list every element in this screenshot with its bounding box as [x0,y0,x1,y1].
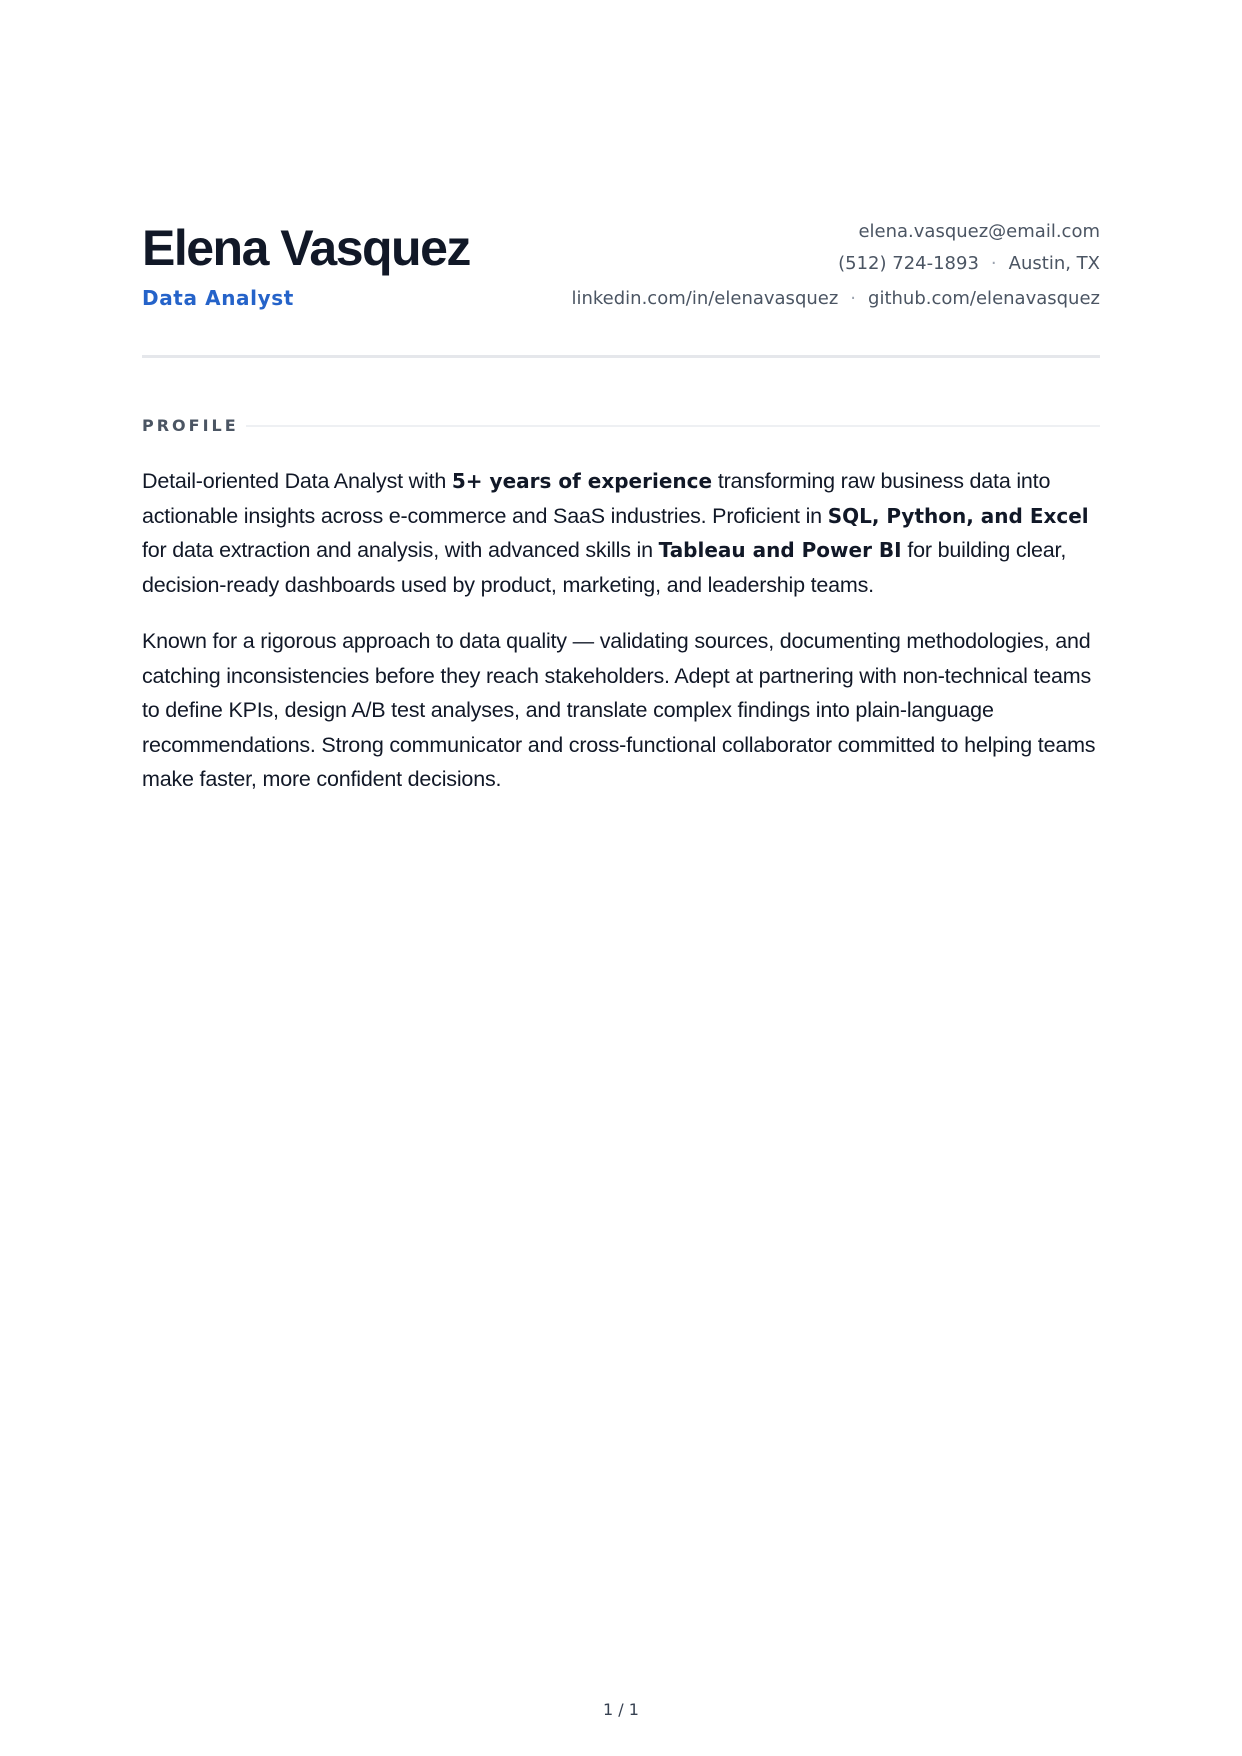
resume-header [142,220,1100,360]
github-link[interactable]: github.com/elenavasquez [868,288,1100,309]
email-link[interactable]: elena.vasquez@email.com [858,221,1100,242]
candidate-name: Elena Vasquez [142,220,470,276]
candidate-role: Data Analyst [142,286,294,310]
profile-highlight: 5+ years of experience [451,469,713,493]
profile-section [142,464,1100,819]
profile-section-header [142,415,1100,437]
contact-email-line [858,220,1100,244]
profile-paragraph-2: Known for a rigorous approach to data quality — validating sources, documenting methodologies, and catching inconsistencies before they reach stakeholders. Adept at partnering with non-technical teams to define KPIs, design A/B test analyses, and translate complex findings into plain-language recommendations. Strong communicator and cross-functional collaborator committed to helping teams make faster, more confident decisions. [142,629,1096,791]
profile-text: transforming raw business data into actionable insights across e-commerce and SaaS industries. Proficient in [142,469,1051,528]
profile-paragraph-1 [142,464,1100,602]
location: Austin, TX [1008,253,1100,274]
page-number: 1 / 1 [603,1700,639,1719]
contact-links-line [571,287,1100,311]
profile-text: for data extraction and analysis, with advanced skills in [142,538,659,562]
section-divider [246,425,1100,427]
separator-dot: · [990,253,997,274]
profile-highlight: SQL, Python, and Excel [827,503,1089,528]
profile-text: for building clear, decision-ready dashboards used by product, marketing, and leadership teams. [142,538,1067,597]
header-divider [142,355,1100,358]
separator-dot: · [850,288,857,309]
profile-text: Detail-oriented Data Analyst with [142,469,452,493]
section-title-profile: PROFILE [142,416,239,435]
profile-highlight: Tableau and Power BI [658,538,902,562]
phone-number: (512) 724-1893 [838,253,979,274]
linkedin-link[interactable]: linkedin.com/in/elenavasquez [571,288,839,309]
contact-phone-location-line [838,252,1100,276]
